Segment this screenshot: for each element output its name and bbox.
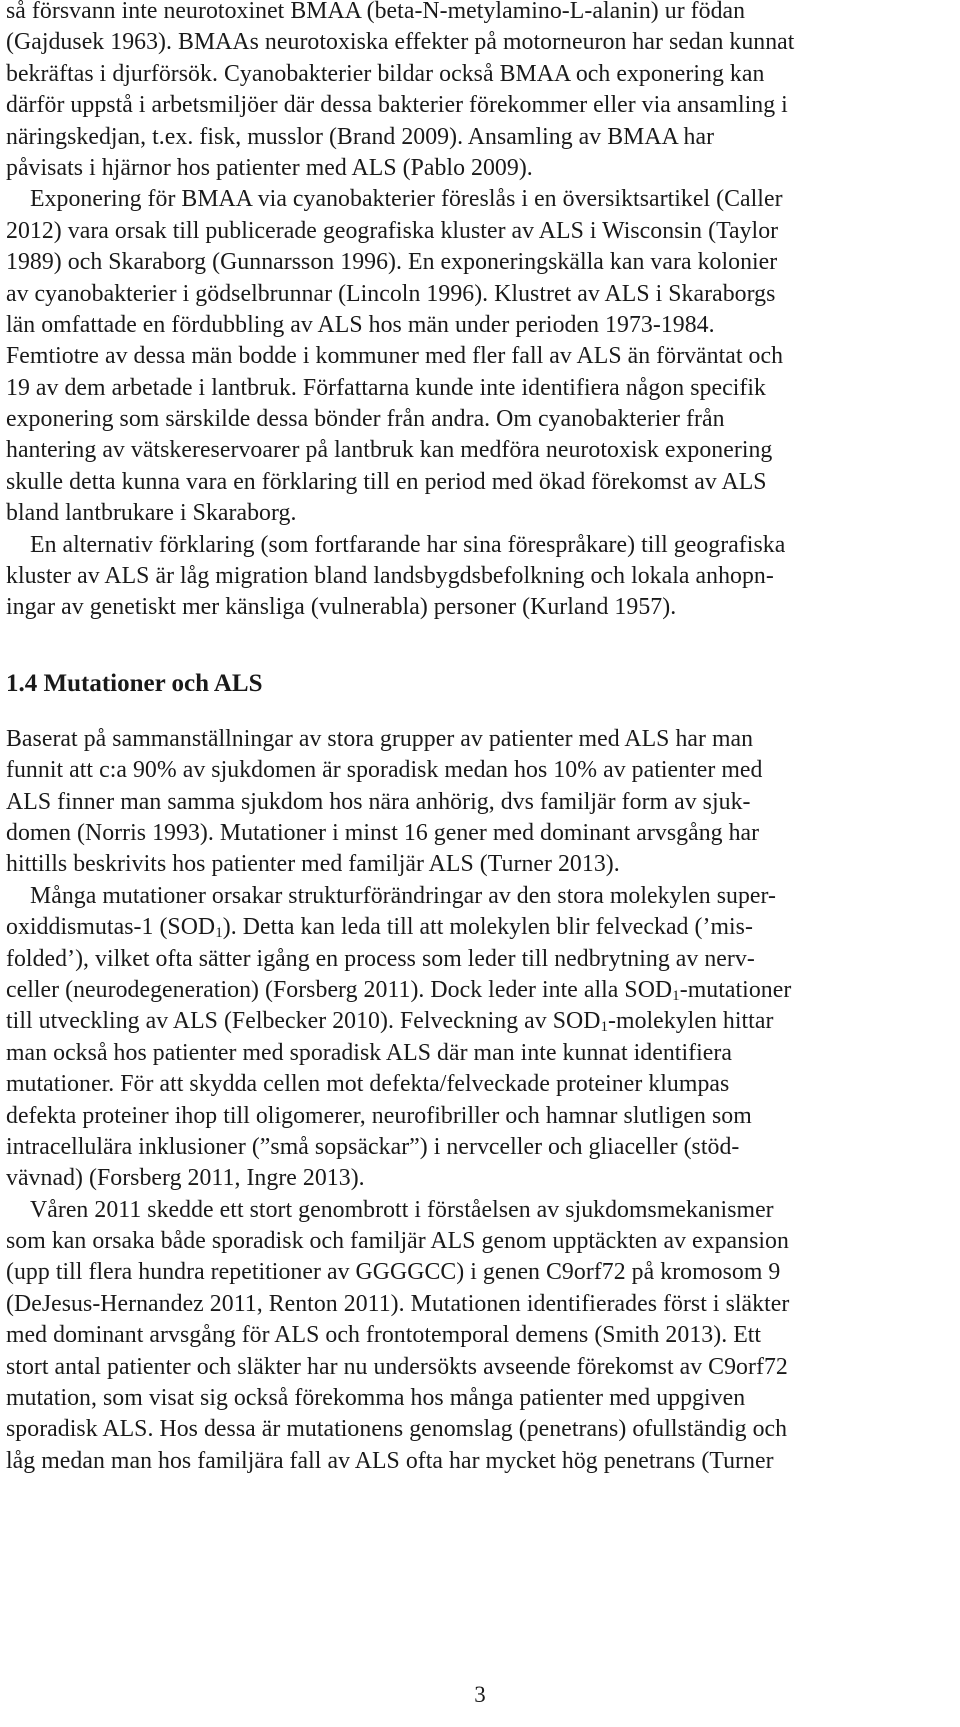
document-page xyxy=(6,0,946,1477)
text-fragment: till utveckling av ALS (Felbecker 2010). Felveckning av SOD xyxy=(6,1008,601,1035)
text-line: låg medan man hos familjära fall av ALS ofta har mycket hög penetrans (Turner xyxy=(6,1447,774,1474)
text-line: Många mutationer orsakar strukturförändringar av den stora molekylen super- xyxy=(30,882,777,909)
text-line: intracellulära inklusioner (”små sopsäckar”) i nervceller och gliaceller (stöd- xyxy=(6,1133,740,1160)
subscript: 1 xyxy=(672,987,680,1004)
text-line xyxy=(6,975,946,1006)
text-line: defekta proteiner ihop till oligomerer, neurofibriller och hamnar slutligen som xyxy=(6,1102,752,1129)
text-line: man också hos patienter med sporadisk ALS där man inte kunnat identifiera xyxy=(6,1039,732,1066)
text-line: som kan orsaka både sporadisk och familjär ALS genom upptäckten av expansion xyxy=(6,1228,789,1255)
text-line: påvisats i hjärnor hos patienter med ALS (Pablo 2009). xyxy=(6,154,533,181)
text-line: skulle detta kunna vara en förklaring till en period med ökad förekomst av ALS xyxy=(6,468,767,495)
text-line: mutationer. För att skydda cellen mot defekta/felveckade proteiner klumpas xyxy=(6,1071,730,1098)
text-fragment: oxiddismutas-1 (SOD xyxy=(6,914,216,941)
text-line: En alternativ förklaring (som fortfarande har sina förespråkare) till geografiska xyxy=(30,531,786,558)
text-line: domen (Norris 1993). Mutationer i minst 16 gener med dominant arvsgång har xyxy=(6,819,760,846)
text-line: Baserat på sammanställningar av stora grupper av patienter med ALS har man xyxy=(6,725,754,752)
text-line: mutation, som visat sig också förekomma hos många patienter med uppgiven xyxy=(6,1385,746,1412)
text-line: hantering av vätskereservoarer på lantbruk kan medföra neurotoxisk exponering xyxy=(6,437,773,464)
text-line: Exponering för BMAA via cyanobakterier föreslås i en översiktsartikel (Caller xyxy=(30,186,783,213)
text-line: ingar av genetiskt mer känsliga (vulnerabla) personer (Kurland 1957). xyxy=(6,594,677,621)
text-line: sporadisk ALS. Hos dessa är mutationens genomslag (penetrans) ofullständig och xyxy=(6,1416,788,1443)
paragraph-migration xyxy=(6,530,946,624)
text-line: bekräftas i djurförsök. Cyanobakterier bildar också BMAA och exponering kan xyxy=(6,60,765,87)
text-fragment: celler (neurodegeneration) (Forsberg 2011). Dock leder inte alla SOD xyxy=(6,976,673,1003)
text-line: Våren 2011 skedde ett stort genombrott i förståelsen av sjukdomsmekanismer xyxy=(30,1196,774,1223)
paragraph-c9orf72 xyxy=(6,1195,946,1478)
text-line: (upp till flera hundra repetitioner av GGGGCC) i genen C9orf72 på kromosom 9 xyxy=(6,1259,781,1286)
text-line: bland lantbrukare i Skaraborg. xyxy=(6,500,297,527)
text-line: 1989) och Skaraborg (Gunnarsson 1996). En exponeringskälla kan vara kolonier xyxy=(6,249,778,276)
text-line: exponering som särskilde dessa bönder från andra. Om cyanobakterier från xyxy=(6,406,725,433)
text-line: funnit att c:a 90% av sjukdomen är sporadisk medan hos 10% av patienter med xyxy=(6,757,763,784)
text-line: näringskedjan, t.ex. fisk, musslor (Brand 2009). Ansamling av BMAA har xyxy=(6,123,715,150)
text-line: 19 av dem arbetade i lantbruk. Författarna kunde inte identifiera någon specifik xyxy=(6,374,766,401)
text-line xyxy=(6,912,946,943)
text-line: hittills beskrivits hos patienter med familjär ALS (Turner 2013). xyxy=(6,851,620,878)
section-heading: 1.4 Mutationer och ALS xyxy=(6,669,263,697)
paragraph-bmaa xyxy=(6,0,946,530)
text-line: ALS finner man samma sjukdom hos nära anhörig, dvs familjär form av sjuk- xyxy=(6,788,751,815)
text-line: (Gajdusek 1963). BMAAs neurotoxiska effekter på motorneuron har sedan kunnat xyxy=(6,29,795,56)
text-fragment: ). Detta kan leda till att molekylen blir felveckad (’mis- xyxy=(222,914,753,941)
text-line: 2012) vara orsak till publicerade geografiska kluster av ALS i Wisconsin (Taylor xyxy=(6,217,779,244)
text-line: så försvann inte neurotoxinet BMAA (beta-N-metylamino-L-alanin) ur födan xyxy=(6,0,746,24)
text-line: folded’), vilket ofta sätter igång en process som leder till nedbrytning av nerv- xyxy=(6,945,755,972)
subscript: 1 xyxy=(600,1019,609,1036)
text-line xyxy=(6,1006,946,1037)
paragraph-sod1 xyxy=(6,881,946,1195)
text-line: därför uppstå i arbetsmiljöer där dessa bakterier förekommer eller via ansamling i xyxy=(6,92,788,119)
text-fragment: -mutationer xyxy=(679,976,792,1003)
text-line: stort antal patienter och släkter har nu undersökts avseende förekomst av C9orf72 xyxy=(6,1353,788,1380)
paragraph-sporadic-familial xyxy=(6,724,946,881)
text-fragment: -molekylen hittar xyxy=(608,1008,774,1035)
text-line: med dominant arvsgång för ALS och frontotemporal demens (Smith 2013). Ett xyxy=(6,1322,762,1349)
text-line: län omfattade en fördubbling av ALS hos män under perioden 1973-1984. xyxy=(6,311,715,338)
text-line: vävnad) (Forsberg 2011, Ingre 2013). xyxy=(6,1165,365,1192)
text-line: av cyanobakterier i gödselbrunnar (Lincoln 1996). Klustret av ALS i Skaraborgs xyxy=(6,280,776,307)
text-line: kluster av ALS är låg migration bland landsbygdsbefolkning och lokala anhopn- xyxy=(6,563,774,590)
subscript: 1 xyxy=(215,925,223,942)
text-line: (DeJesus-Hernandez 2011, Renton 2011). Mutationen identifierades först i släkter xyxy=(6,1290,790,1317)
text-line: Femtiotre av dessa män bodde i kommuner med fler fall av ALS än förväntat och xyxy=(6,343,784,370)
page-number: 3 xyxy=(474,1682,486,1707)
